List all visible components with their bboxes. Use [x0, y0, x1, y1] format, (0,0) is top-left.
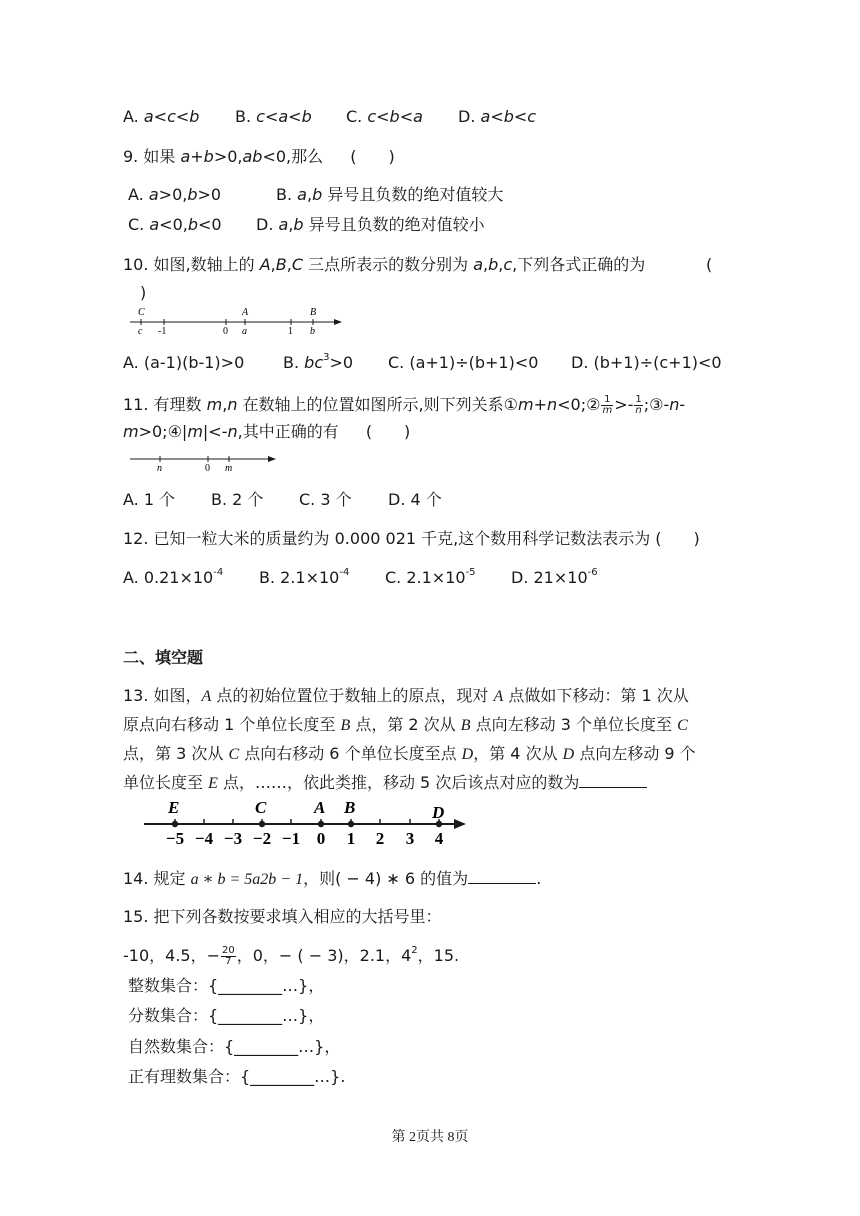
q11-tick-n: n [157, 463, 162, 474]
q8-option-b: B. c<a<b [235, 107, 312, 126]
q11-options [123, 490, 442, 510]
q10-option-a: A. (a-1)(b-1)>0 [123, 353, 245, 372]
q10-number-line [128, 304, 348, 336]
q10-axis-label-B: B [310, 307, 317, 318]
q9-stem: 9. 如果 a+b>0,ab<0,那么 ( ) [123, 147, 395, 166]
q13-point-E: E [168, 798, 180, 817]
q13-point-C: C [255, 798, 267, 817]
q8-option-c: C. c<b<a [346, 107, 423, 126]
q12-option-d: D. $21\times 10^{-6}$ [511, 567, 598, 587]
q15-set-naturals[interactable]: 自然数集合：{________…}， [128, 1037, 341, 1056]
q13-tick-3: 3 [405, 829, 415, 848]
q10-tick-minus1: -1 [158, 326, 167, 336]
q13-tick-0: 0 [316, 829, 326, 848]
q14-stem: 14. 规定 a ∗ b = 5a2b − 1，则( − 4) ∗ 6 的值为 . [123, 869, 542, 888]
q12-option-b: B. $2.1\times 10^{-4}$ [259, 567, 350, 587]
q11-tick-m: m [225, 463, 233, 474]
q10-axis-label-A: A [242, 307, 249, 318]
q10-stem: 10. 如图,数轴上的 A,B,C 三点所表示的数分别为 a,b,c,下列各式正确的为 [123, 255, 646, 274]
q11-option-d: D. 4 个 [388, 490, 442, 509]
q10-tick-1: 1 [288, 326, 293, 336]
q13-tick-minus2: −2 [252, 829, 272, 848]
q13-number-line [140, 796, 470, 848]
q13-line3: 点，第 3 次从 C 点向右移动 6 个单位长度至点 D，第 4 次从 D 点向左移动 9 个 [123, 744, 696, 763]
q10-options [123, 353, 722, 373]
q11-number-line [128, 452, 283, 474]
q13-tick-4: 4 [434, 829, 444, 848]
q8-option-d: D. a<b<c [458, 107, 537, 126]
q11-stem-line1: 11. 有理数 m,n 在数轴上的位置如图所示,则下列关系①m+n<0;② $\frac{1}{m}$ >- $\frac{1}{n}$ ;③-n- [123, 394, 686, 416]
q13-line4: 单位长度至 E 点，……，依此类推，移动 5 次后该点对应的数为 [123, 773, 647, 794]
section-heading-fill-in: 二、填空题 [123, 648, 204, 667]
q11-tick-0: 0 [205, 463, 210, 474]
page-footer: 第 2页共 8页 [391, 1130, 469, 1145]
q13-tick-2: 2 [375, 829, 385, 848]
q13-point-D: D [432, 803, 445, 822]
q12-option-c: C. $2.1\times 10^{-5}$ [385, 567, 476, 587]
q10-tick-a: a [242, 326, 247, 336]
q8-option-a: A. a<c<b [123, 107, 200, 126]
q15-numbers: -10，4.5，− $\frac{20}{7}$ ，0，− ( − 3)，2.1，$4^2$，15. [123, 945, 460, 967]
q13-tick-minus4: −4 [194, 829, 214, 848]
q12-stem: 12. 已知一粒大米的质量约为 0.000 021 千克,这个数用科学记数法表示为 ( ) [123, 529, 700, 548]
q10-tick-0: 0 [223, 326, 228, 336]
q13-tick-minus1: −1 [281, 829, 301, 848]
q10-option-d: D. (b+1)÷(c+1)<0 [571, 353, 722, 372]
q13-answer-blank[interactable] [579, 773, 647, 788]
q13-point-A: A [314, 798, 326, 817]
q13-line2: 原点向右移动 1 个单位长度至 B 点，第 2 次从 B 点向左移动 3 个单位长度至 C [123, 715, 688, 734]
q11-stem-line2: m>0;④|m|<-n,其中正确的有 ( ) [123, 422, 411, 441]
q9-option-c: C. a<0,b<0 [128, 215, 222, 234]
q15-set-positive-rationals[interactable]: 正有理数集合：{________…}. [128, 1067, 346, 1086]
q13-tick-1: 1 [346, 829, 356, 848]
q10-option-b: B. $bc^3>0$ [283, 352, 354, 372]
q10-paren-open: ( [706, 255, 713, 274]
q15-set-integers[interactable]: 整数集合：{________…}， [128, 976, 325, 995]
q11-option-c: C. 3 个 [299, 490, 352, 509]
q11-option-b: B. 2 个 [211, 490, 264, 509]
q10-paren-close: ) [140, 283, 147, 302]
q10-tick-b: b [310, 326, 315, 336]
q13-tick-minus5: −5 [165, 829, 185, 848]
q11-option-a: A. 1 个 [123, 490, 176, 509]
q9-option-a: A. a>0,b>0 [128, 185, 222, 204]
q8-options [123, 107, 536, 127]
q10-tick-c: c [138, 326, 143, 336]
q10-axis-label-C: C [138, 307, 145, 318]
q12-option-a: A. $0.21\times 10^{-4}$ [123, 567, 224, 587]
q14-answer-blank[interactable] [468, 869, 536, 884]
q13-tick-minus3: −3 [223, 829, 243, 848]
q15-fraction: $\frac{20}{7}$ [222, 945, 235, 967]
q14-expression: a ∗ b = 5a2b − 1 [190, 871, 304, 888]
q9-options-row2 [128, 215, 485, 235]
q9-option-d: D. a,b 异号且负数的绝对值较小 [256, 215, 485, 234]
q10-option-c: C. (a+1)÷(b+1)<0 [388, 353, 539, 372]
q12-options [123, 568, 598, 588]
q15-set-fractions[interactable]: 分数集合：{________…}， [128, 1006, 325, 1025]
q15-stem: 15. 把下列各数按要求填入相应的大括号里： [123, 907, 442, 926]
q13-point-B: B [344, 798, 356, 817]
q9-option-b: B. a,b 异号且负数的绝对值较大 [276, 185, 504, 204]
q9-options-row1 [128, 185, 503, 205]
q13-line1: 13. 如图，A 点的初始位置位于数轴上的原点，现对 A 点做如下移动：第 1 次从 [123, 686, 689, 705]
